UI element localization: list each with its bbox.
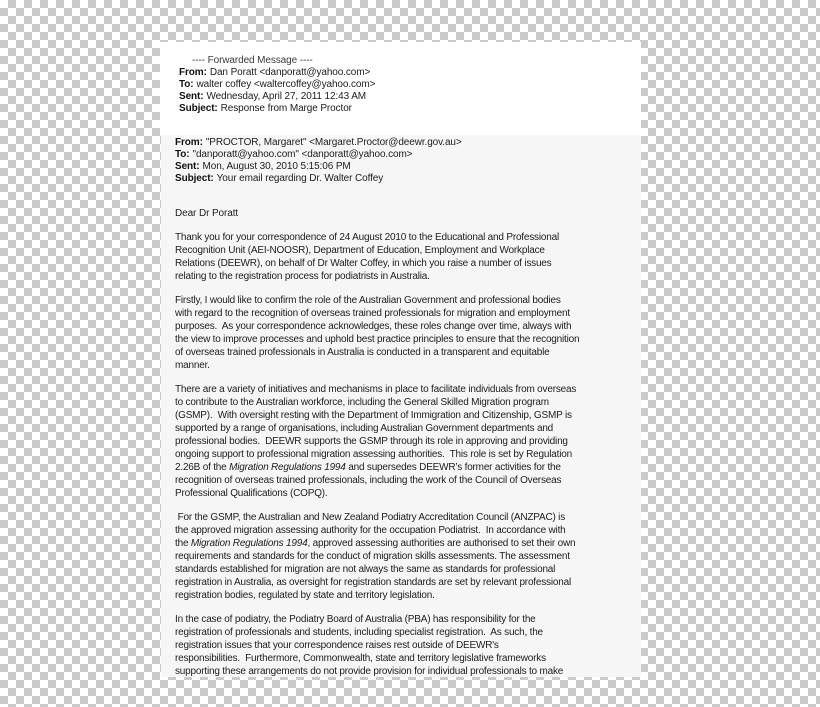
field-value: Response from Marge Proctor [220,103,352,114]
forwarded-subject-line [179,103,641,115]
field-label: To: [175,149,190,160]
forwarded-to-line [179,79,641,91]
text-line: registration of professionals and students, including specialist registration. As such, the [175,627,543,638]
paragraph-5 [175,613,641,677]
reply-sent-line [175,161,641,173]
field-label: Sent: [179,91,204,102]
field-label: From: [175,137,203,148]
text-line: to contribute to the Australian workforce, including the General Skilled Migration program [175,397,549,408]
forwarded-from-line [179,67,641,79]
text-line: requirements and standards for the conduct of migration skills assessments. The assessment [175,551,570,562]
field-value: walter coffey <waltercoffey@yahoo.com> [196,79,376,90]
field-label: Subject: [175,173,214,184]
text-line: Thank you for your correspondence of 24 August 2010 to the Educational and Professional [175,232,559,243]
text-line: 2.26B of the Migration Regulations 1994 and supersedes DEEWR’s former activities for the [175,462,561,473]
field-label: From: [179,67,207,78]
text-line: the view to improve processes and uphold best practice principles to ensure that the recognition [175,334,580,345]
field-label: Subject: [179,103,218,114]
text-line: supporting these arrangements do not provide provision for individual professionals to make [175,666,564,677]
field-value: Mon, August 30, 2010 5:15:06 PM [202,161,351,172]
field-value: Dan Poratt <danporatt@yahoo.com> [209,67,371,78]
text-line: Relations (DEEWR), on behalf of Dr Walter Coffey, in which you raise a number of issues [175,258,552,269]
text-line: standards established for migration are not always the same as standards for professional [175,564,556,575]
reply-subject-line [175,173,641,185]
text-line: Recognition Unit (AEI-NOOSR), Department of Education, Employment and Workplace [175,245,545,256]
reply-from-line [175,137,641,149]
field-value: Wednesday, April 27, 2011 12:43 AM [206,91,367,102]
forwarded-message-header-box [160,42,641,135]
text-line: with regard to the recognition of overseas trained professionals for migration and employment [175,308,570,319]
field-label: To: [179,79,194,90]
text-line: professional bodies. DEEWR supports the GSMP through its role in approving and providing [175,436,568,447]
text-line: manner. [175,360,210,371]
text-line: registration bodies, regulated by state and territory legislation. [175,590,435,601]
field-label: Sent: [175,161,200,172]
text-line: responsibilities. Furthermore, Commonwealth, state and territory legislative frameworks [175,653,546,664]
field-value: "PROCTOR, Margaret" <Margaret.Proctor@deewr.gov.au> [205,137,462,148]
paragraph-4 [175,511,641,602]
text-line: (GSMP). With oversight resting with the Department of Immigration and Citizenship, GSMP is [175,410,572,421]
text-line: Firstly, I would like to confirm the role of the Australian Government and professional bodies [175,295,561,306]
paragraph-1 [175,231,641,283]
text-line: the Migration Regulations 1994, approved assessing authorities are authorised to set their own [175,538,576,549]
text-line: ongoing support to professional migration assessing authorities. This role is set by Regulation [175,449,572,460]
text-line: registration issues that your correspondence raises rest outside of DEEWR's [175,640,499,651]
text-line: recognition of overseas trained professionals, including the work of the Council of Overseas [175,475,562,486]
letter-body-column [161,135,641,677]
reply-to-line [175,149,641,161]
forwarded-message-divider: ---- Forwarded Message ---- [192,55,313,66]
text-line: In the case of podiatry, the Podiatry Board of Australia (PBA) has responsibility for the [175,614,536,625]
text-line: For the GSMP, the Australian and New Zealand Podiatry Accreditation Council (ANZPAC) is [175,512,565,523]
text-line: relating to the registration process for podiatrists in Australia. [175,271,430,282]
forwarded-sent-line [179,91,641,103]
field-value: "danporatt@yahoo.com" <danporatt@yahoo.com> [192,149,413,160]
text-line: the approved migration assessing authority for the occupation Podiatrist. In accordance with [175,525,566,536]
salutation: Dear Dr Poratt [175,208,239,219]
text-line: of overseas trained professionals in Australia is conducted in a transparent and equitable [175,347,550,358]
text-line: Professional Qualifications (COPQ). [175,488,328,499]
reply-message-header [175,137,641,185]
paragraph-3 [175,383,641,500]
text-line: There are a variety of initiatives and mechanisms in place to facilitate individuals from overseas [175,384,577,395]
text-line: supported by a range of organisations, including Australian Government departments and [175,423,554,434]
paragraph-2 [175,294,641,372]
field-value: Your email regarding Dr. Walter Coffey [216,173,384,184]
text-line: purposes. As your correspondence acknowledges, these roles change over time, always with [175,321,572,332]
text-line: registration in Australia, as oversight for registration standards are set by relevant professional [175,577,571,588]
